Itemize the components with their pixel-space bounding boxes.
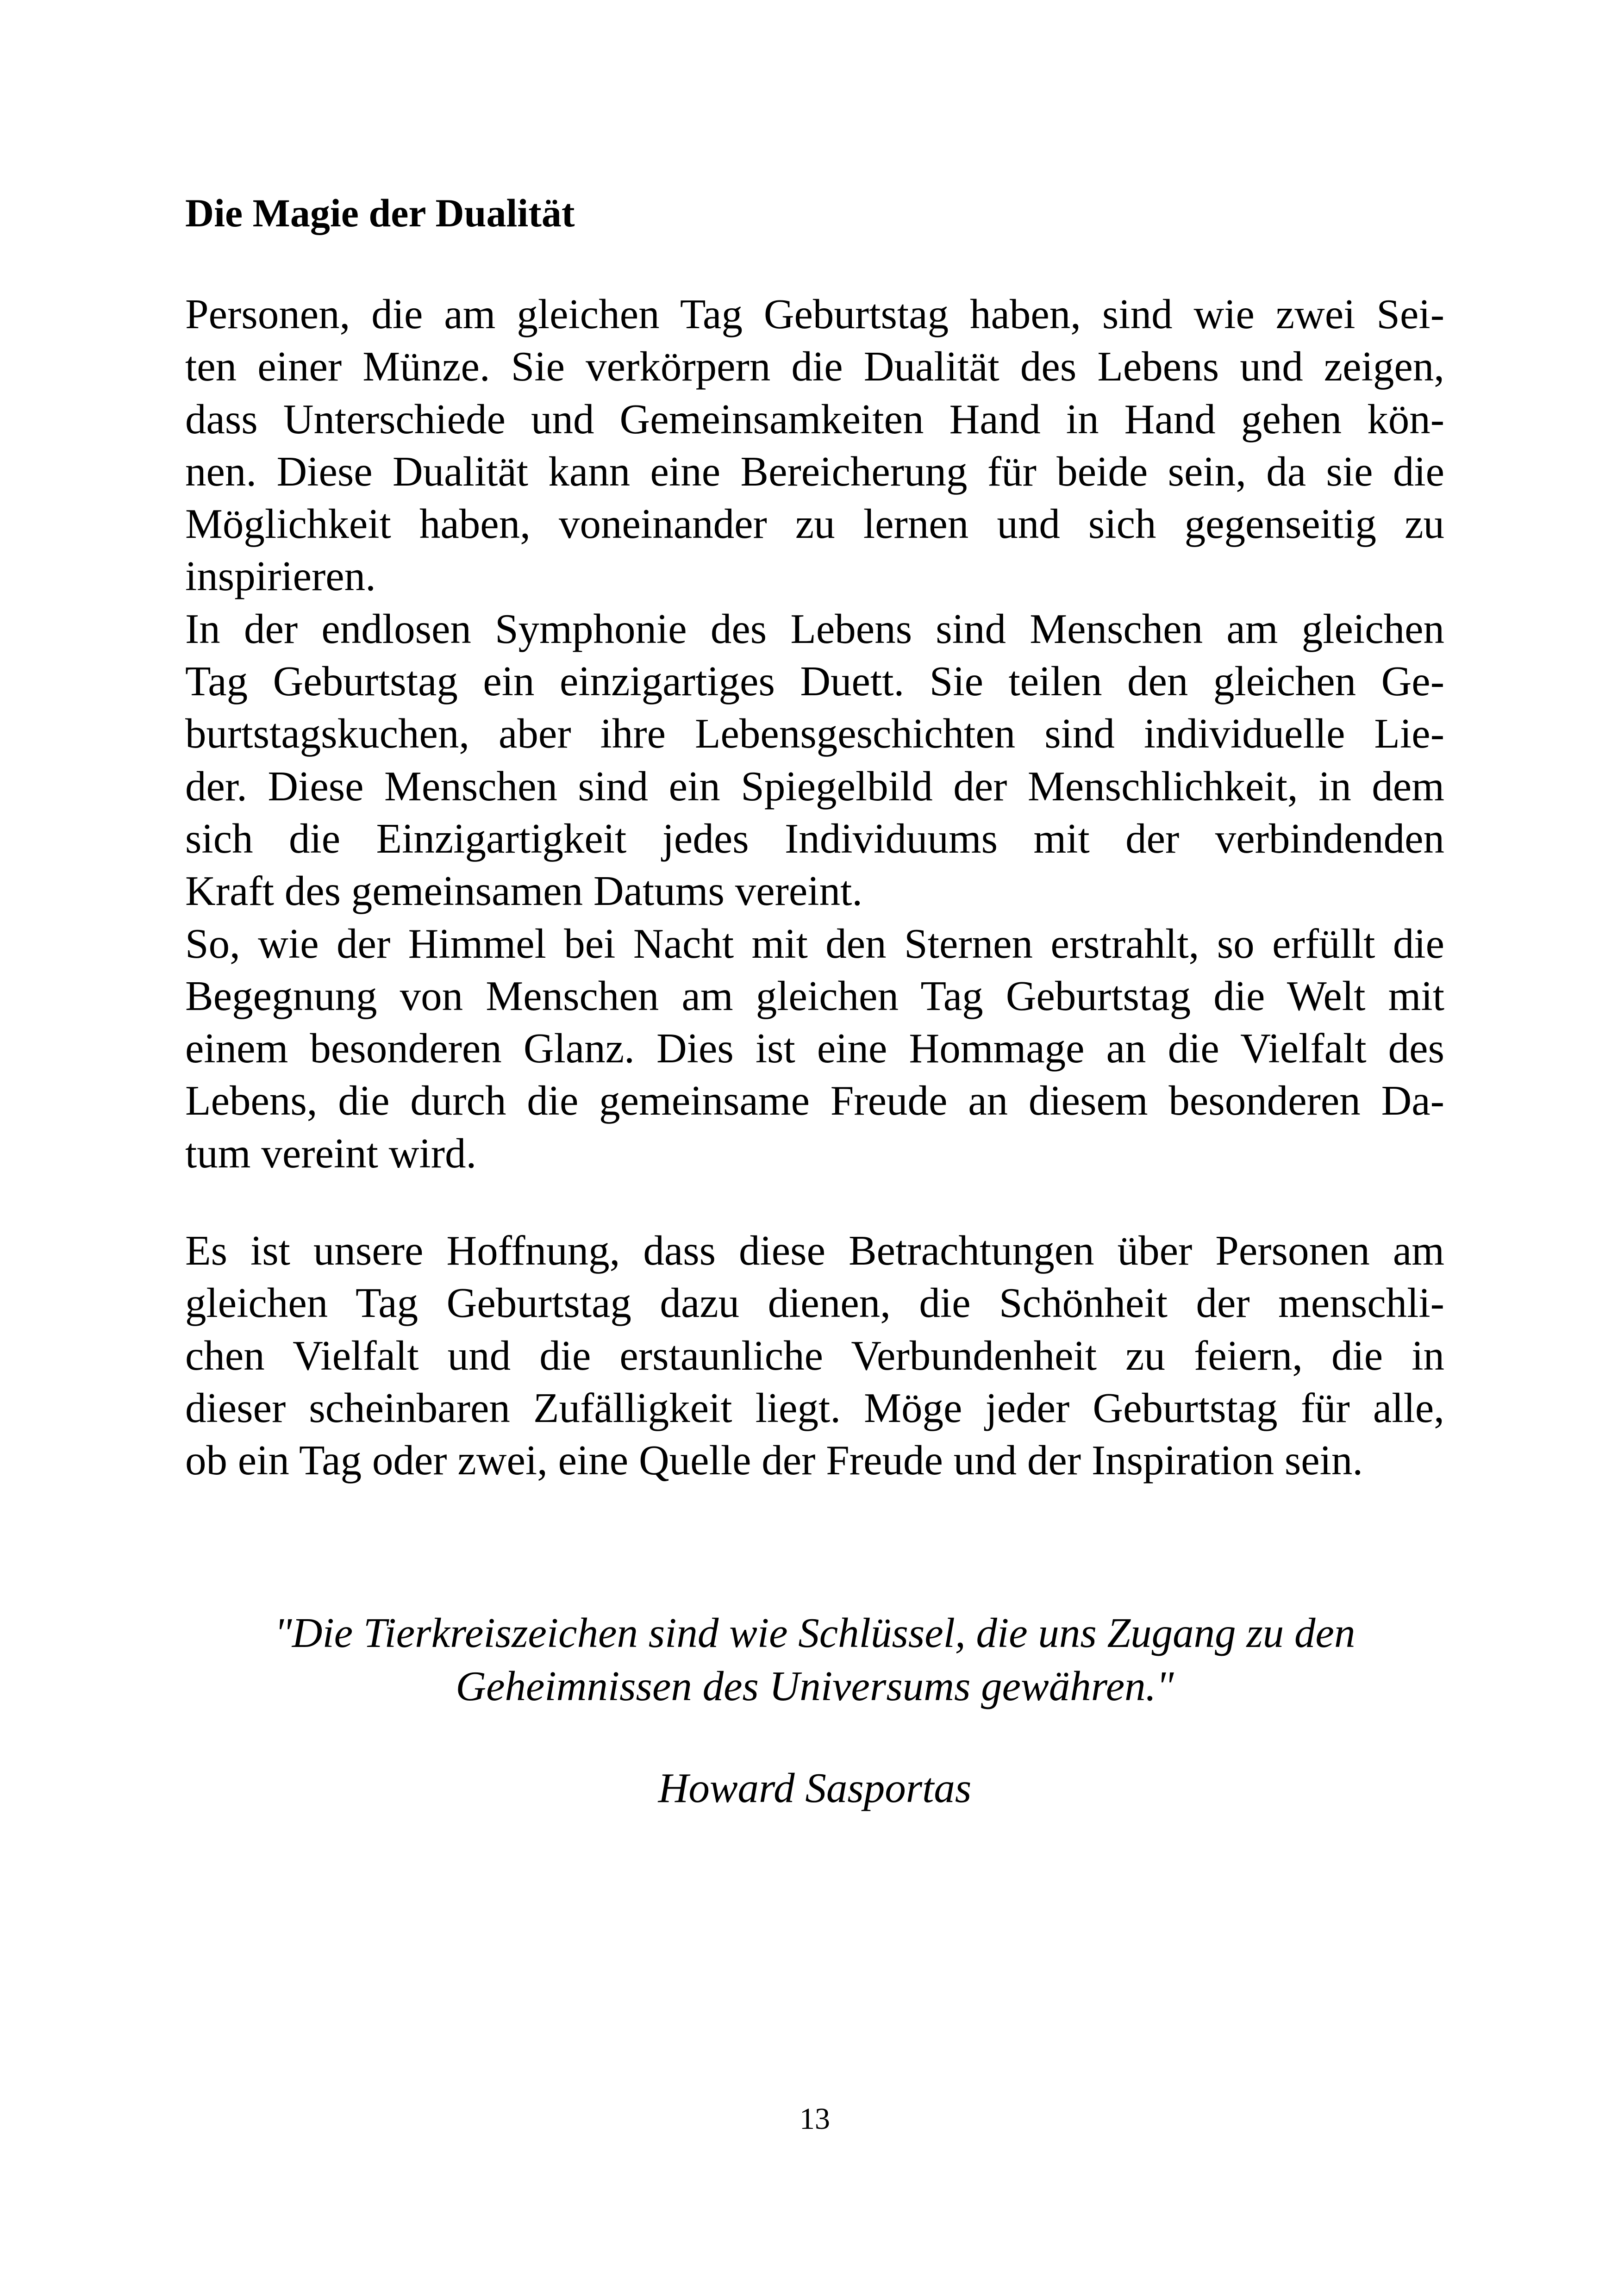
text-line: chen Vielfalt und die erstaunliche Verbundenheit zu feiern, die in <box>185 1332 1444 1379</box>
page-number: 13 <box>800 2102 830 2136</box>
text-line: der. Diese Menschen sind ein Spiegelbild der Menschlichkeit, in dem <box>185 762 1444 810</box>
text-line: sich die Einzigartigkeit jedes Individuums mit der verbindenden <box>185 815 1444 862</box>
paragraph-stars <box>185 917 1444 1179</box>
text-line: Lebens, die durch die gemeinsame Freude an diesem besonderen Da- <box>185 1077 1444 1124</box>
text-line: inspirieren. <box>185 553 376 600</box>
text-line: dass Unterschiede und Gemeinsamkeiten Hand in Hand gehen kön- <box>185 395 1444 443</box>
body-section-2 <box>185 1224 1444 1486</box>
text-line: gleichen Tag Geburtstag dazu dienen, die Schönheit der menschli- <box>185 1279 1444 1327</box>
quote-line: "Die Tierkreiszeichen sind wie Schlüssel, die uns Zugang zu den <box>274 1609 1355 1656</box>
page-heading: Die Magie der Dualität <box>185 191 575 235</box>
text-line: ten einer Münze. Sie verkörpern die Dualität des Lebens und zeigen, <box>185 343 1444 390</box>
text-line: Es ist unsere Hoffnung, dass diese Betrachtungen über Personen am <box>185 1227 1444 1274</box>
epigraph-quote <box>185 1606 1444 1713</box>
text-line: Tag Geburtstag ein einzigartiges Duett. Sie teilen den gleichen Ge- <box>185 658 1444 705</box>
paragraph-hope <box>185 1224 1444 1486</box>
text-line: burtstagskuchen, aber ihre Lebensgeschichten sind individuelle Lie- <box>185 710 1444 757</box>
text-line: Personen, die am gleichen Tag Geburtstag haben, sind wie zwei Sei- <box>185 291 1444 337</box>
text-line: dieser scheinbaren Zufälligkeit liegt. Möge jeder Geburtstag für alle, <box>185 1384 1444 1431</box>
text-line: nen. Diese Dualität kann eine Bereicherung für beide sein, da sie die <box>185 448 1444 495</box>
paragraph-duality <box>185 288 1444 603</box>
paragraph-symphony <box>185 603 1444 917</box>
text-line: Möglichkeit haben, voneinander zu lernen und sich gegenseitig zu <box>185 500 1444 548</box>
text-line: In der endlosen Symphonie des Lebens sind Menschen am gleichen <box>185 605 1444 652</box>
quote-author: Howard Sasportas <box>658 1765 972 1811</box>
quote-line: Geheimnissen des Universums gewähren." <box>456 1663 1174 1709</box>
text-line: einem besonderen Glanz. Dies ist eine Hommage an die Vielfalt des <box>185 1025 1444 1072</box>
text-line: So, wie der Himmel bei Nacht mit den Sternen erstrahlt, so erfüllt die <box>185 920 1444 967</box>
text-line: ob ein Tag oder zwei, eine Quelle der Freude und der Inspiration sein. <box>185 1437 1363 1484</box>
text-line: Begegnung von Menschen am gleichen Tag Geburtstag die Welt mit <box>185 972 1444 1019</box>
text-line: Kraft des gemeinsamen Datums vereint. <box>185 867 863 915</box>
body-section-1 <box>185 288 1444 1179</box>
text-line: tum vereint wird. <box>185 1129 477 1177</box>
